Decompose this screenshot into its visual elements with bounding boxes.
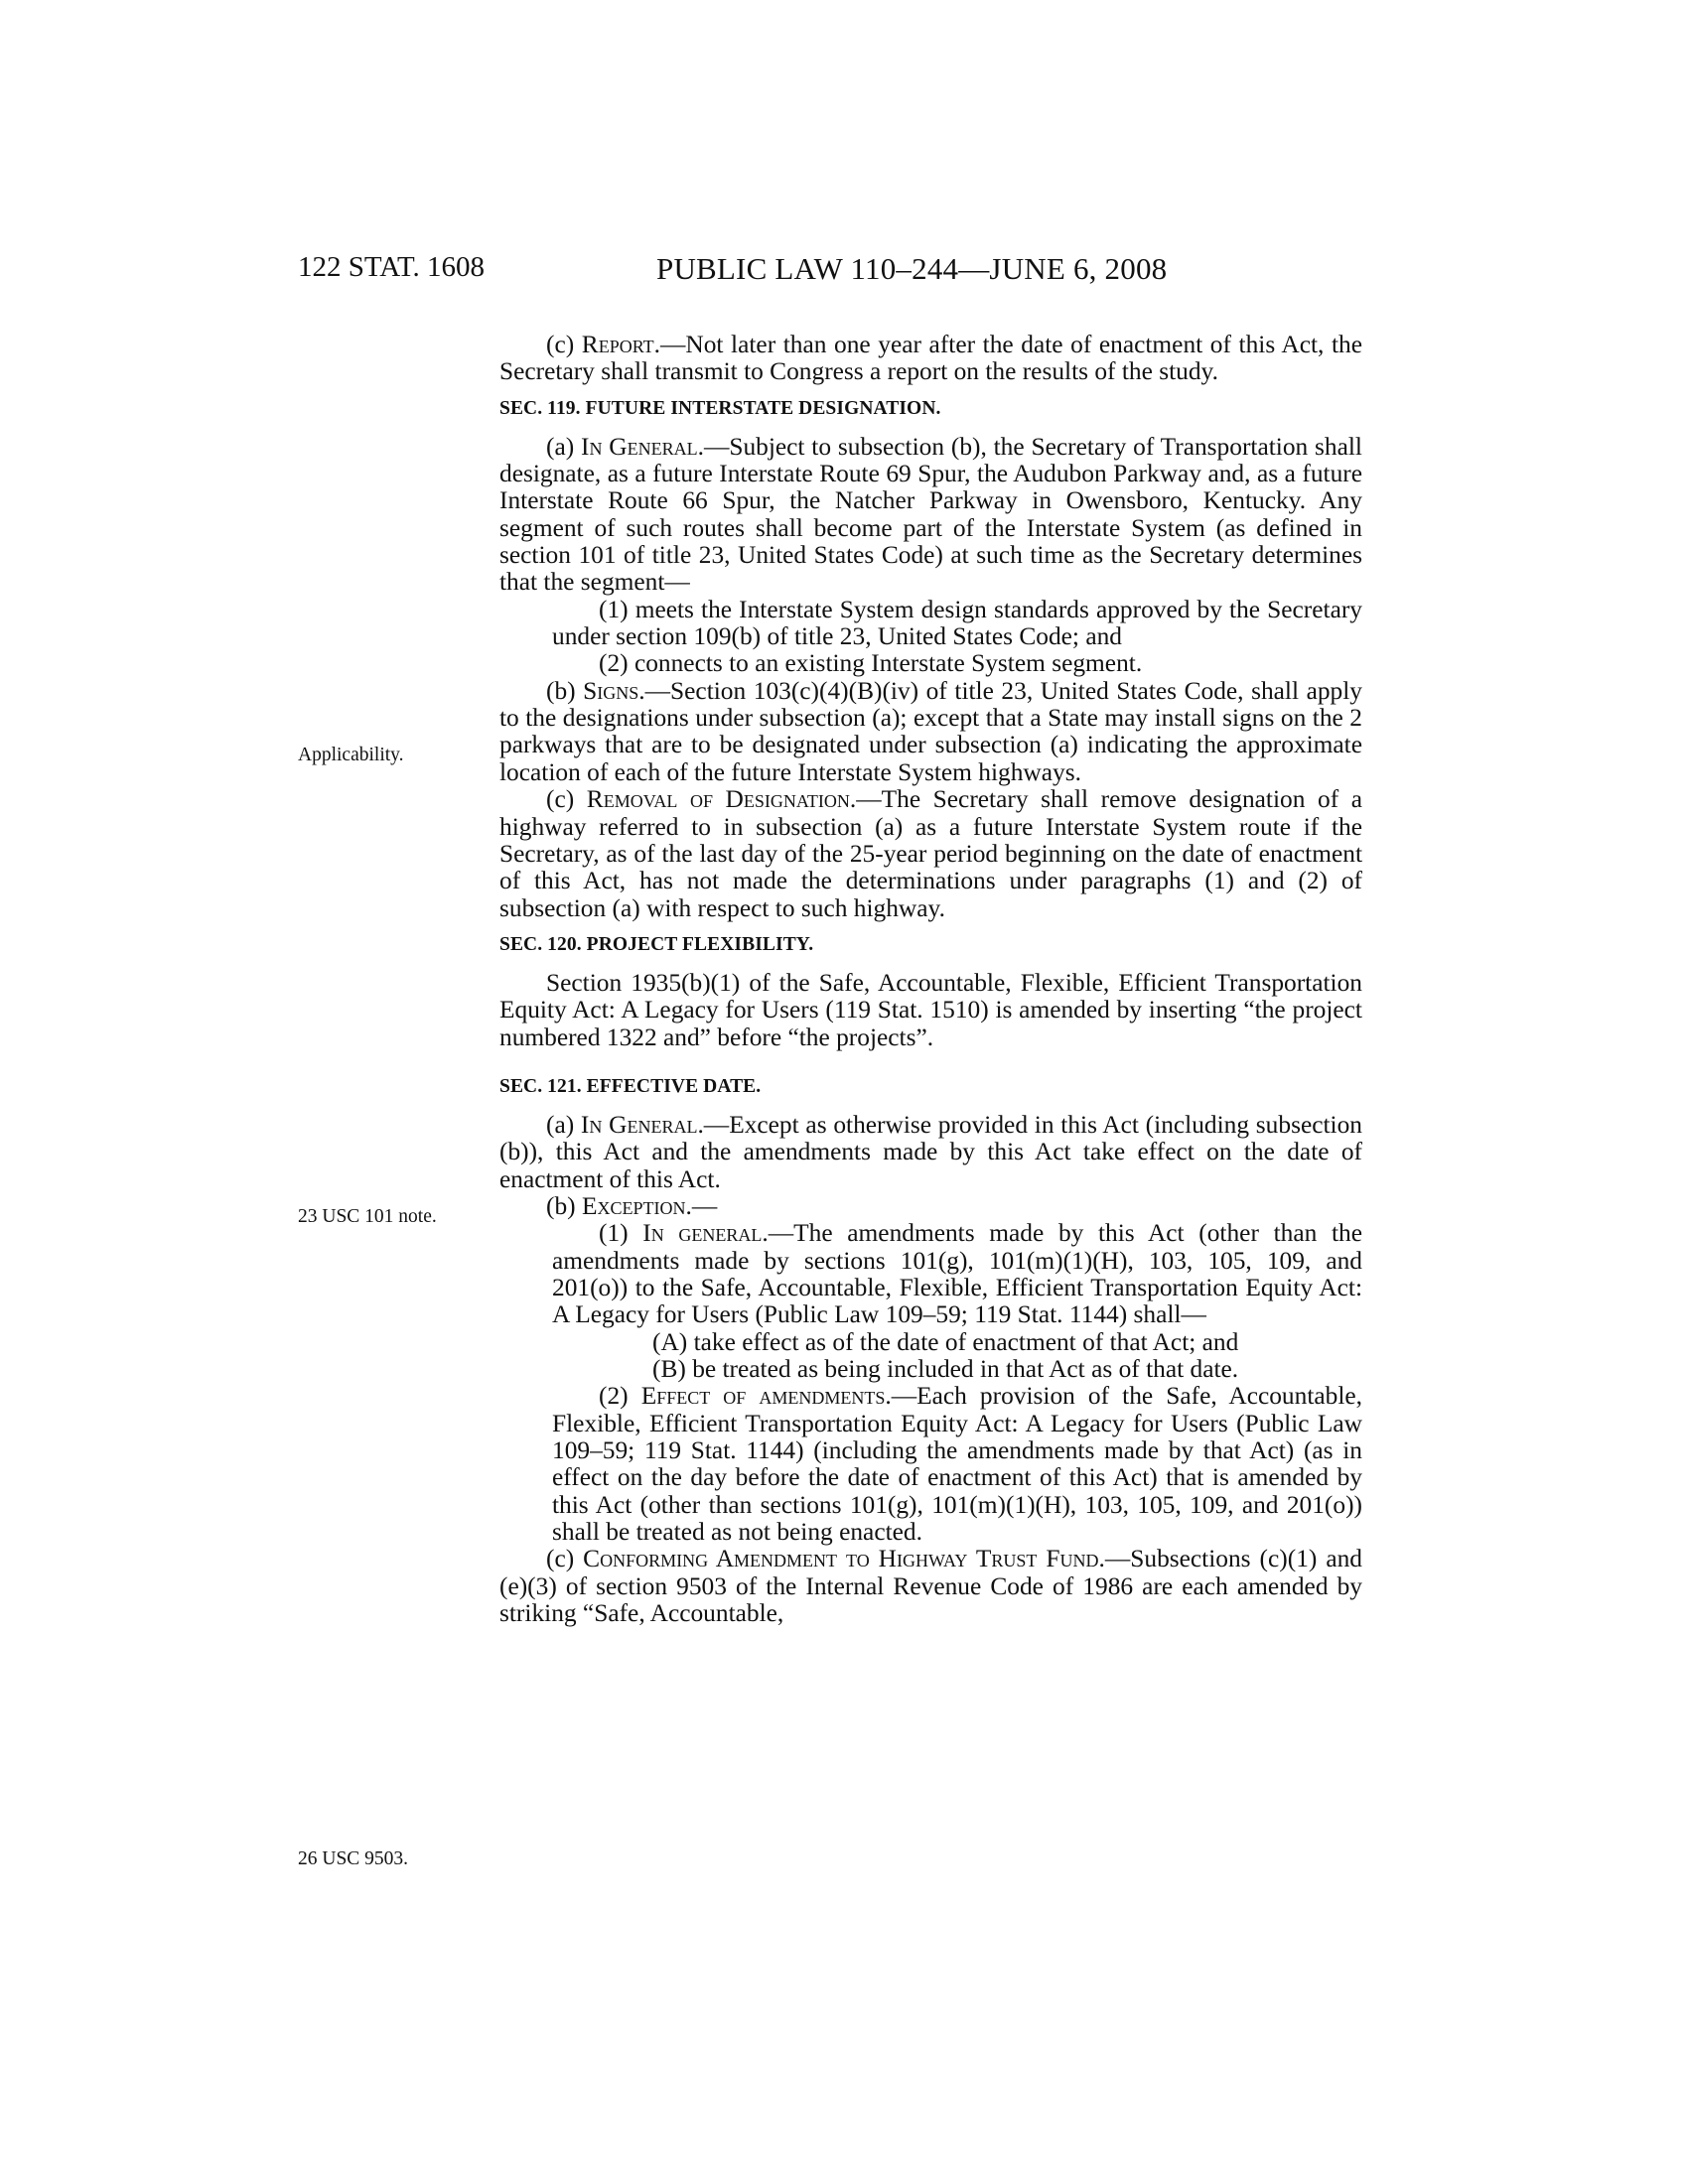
margin-note-23-usc-101: 23 USC 101 note. bbox=[298, 1206, 437, 1227]
paragraph-119-b: (b) Signs.—Section 103(c)(4)(B)(iv) of title 23, United States Code, shall apply to the designations under subsection (a); except that a State may install signs on the 2 parkways that are to be designated under subsection (a) indicating the approximate location of each of the future Interstate System highways. bbox=[499, 676, 1362, 786]
paragraph-report: (c) Report.—Not later than one year after the date of enactment of this Act, the Secretary shall transmit to Congress a report on the results of the study. bbox=[499, 331, 1362, 386]
section-heading-119: SEC. 119. FUTURE INTERSTATE DESIGNATION. bbox=[499, 397, 941, 419]
margin-note-applicability: Applicability. bbox=[298, 745, 404, 765]
paragraph-121-a: (a) In General.—Except as otherwise provided in this Act (including subsection (b)), this Act and the amendments made by this Act take effect on the date of enactment of this Act. bbox=[499, 1110, 1362, 1193]
running-title: PUBLIC LAW 110–244—JUNE 6, 2008 bbox=[656, 251, 1168, 286]
document-body bbox=[499, 332, 1362, 1627]
stat-citation: 122 STAT. 1608 bbox=[298, 251, 486, 283]
paragraph-121-b: (b) Exception.— bbox=[546, 1191, 718, 1220]
paragraph-121-c: (c) Conforming Amendment to Highway Trust Fund.—Subsections (c)(1) and (e)(3) of section 9503 of the Internal Revenue Code of 1986 are each amended by striking “Safe, Accountable, bbox=[499, 1545, 1362, 1628]
paragraph-119-a-1: (1) meets the Interstate System design standards approved by the Secretary under section 109(b) of title 23, United States Code; and bbox=[552, 595, 1362, 651]
paragraph-120: Section 1935(b)(1) of the Safe, Accountable, Flexible, Efficient Transportation Equity Act: A Legacy for Users (119 Stat. 1510) is amended by inserting “the project numbered 1322 and” before “the projects”. bbox=[499, 968, 1362, 1051]
paragraph-119-a-2: (2) connects to an existing Interstate System segment. bbox=[599, 649, 1143, 678]
page-header bbox=[0, 251, 1688, 291]
paragraph-121-b-1-B: (B) be treated as being included in that Act as of that date. bbox=[652, 1355, 1239, 1383]
paragraph-121-b-1-A: (A) take effect as of the date of enactment of that Act; and bbox=[652, 1327, 1239, 1356]
paragraph-121-b-2: (2) Effect of amendments.—Each provision of the Safe, Accountable, Flexible, Efficient Transportation Equity Act: A Legacy for Users (Public Law 109–59; 119 Stat. 1144) (including the amendments made by that Act) (as in effect on the day before the date of enactment of this Act) that is amended by this Act (other than sections 101(g), 101(m)(1)(H), 103, 105, 109, and 201(o)) shall be treated as not being enacted. bbox=[552, 1382, 1363, 1547]
paragraph-119-a: (a) In General.—Subject to subsection (b), the Secretary of Transportation shall designate, as a future Interstate Route 69 Spur, the Audubon Parkway and, as a future Interstate Route 66 Spur, the Natcher Parkway in Owensboro, Kentucky. Any segment of such routes shall become part of the Interstate System (as defined in section 101 of title 23, United States Code) at such time as the Secretary determines that the segment— bbox=[499, 432, 1362, 597]
section-heading-120: SEC. 120. PROJECT FLEXIBILITY. bbox=[499, 933, 814, 955]
paragraph-119-c: (c) Removal of Designation.—The Secretary shall remove designation of a highway referred to in subsection (a) as a future Interstate System route if the Secretary, as of the last day of the 25-year period beginning on the date of enactment of this Act, has not made the determinations under paragraphs (1) and (2) of subsection (a) with respect to such highway. bbox=[499, 785, 1362, 922]
margin-note-26-usc-9503: 26 USC 9503. bbox=[298, 1848, 409, 1869]
section-heading-121: SEC. 121. EFFECTIVE DATE. bbox=[499, 1075, 762, 1097]
paragraph-121-b-1: (1) In general.—The amendments made by this Act (other than the amendments made by sections 101(g), 101(m)(1)(H), 103, 105, 109, and 201(o)) to the Safe, Accountable, Flexible, Efficient Transportation Equity Act: A Legacy for Users (Public Law 109–59; 119 Stat. 1144) shall— bbox=[552, 1219, 1362, 1329]
